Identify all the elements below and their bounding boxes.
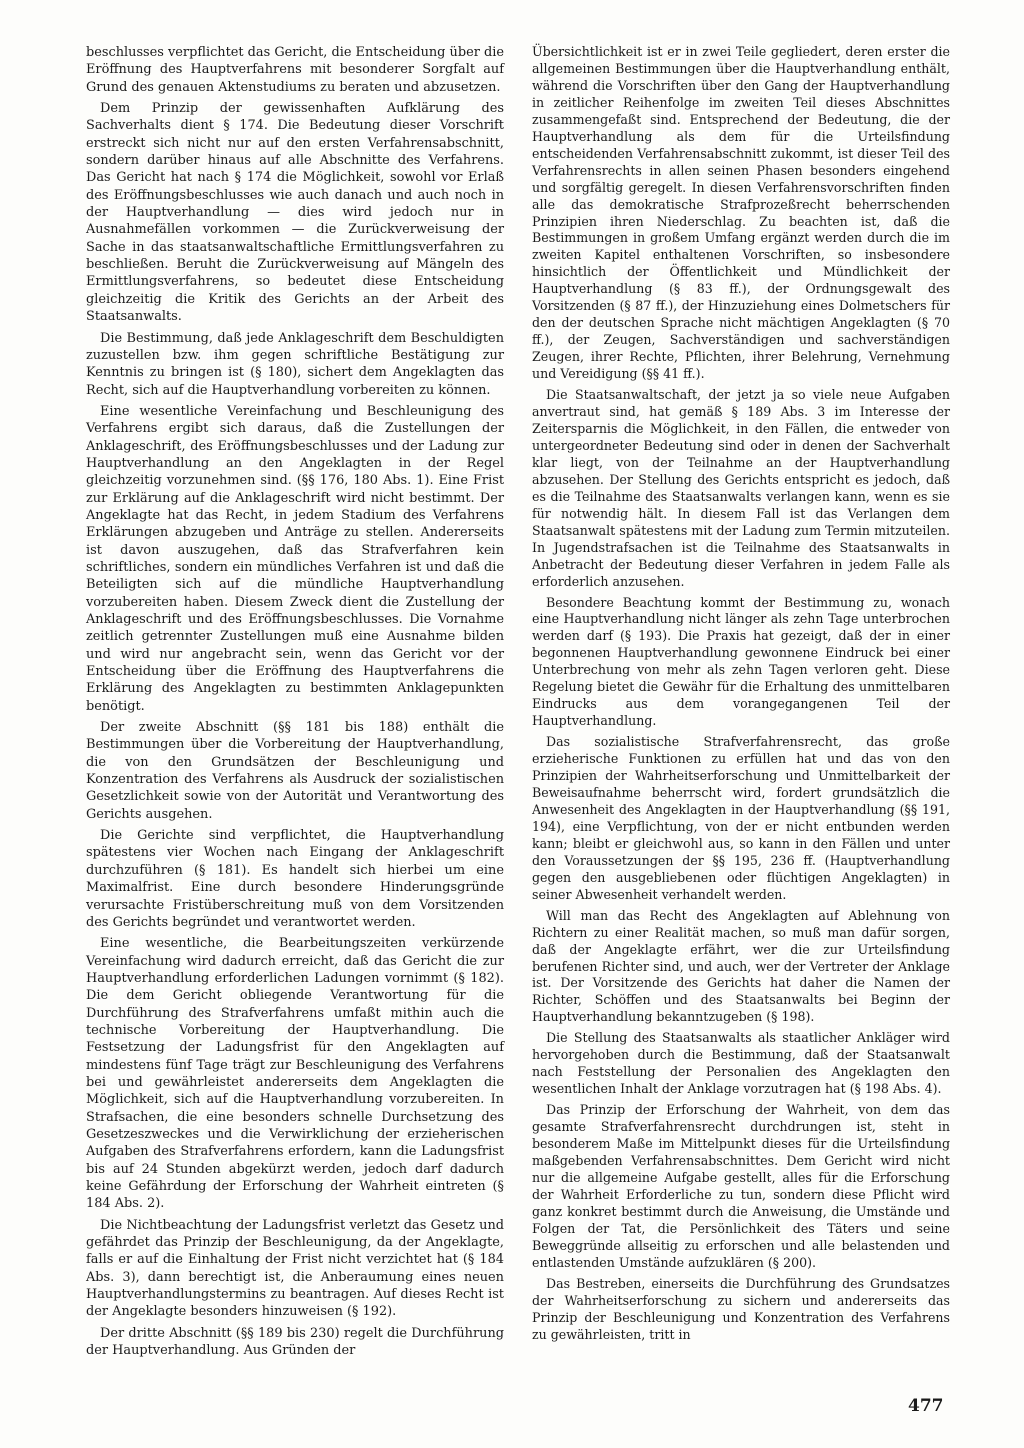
paragraph: Will man das Recht des Angeklagten auf Ablehnung von Richtern zu einer Realität machen, so muß man dafür sorgen, daß der Angeklagte erfährt, wer die zur Urteilsfindung berufenen Richter sind, und auch, wer der Vertreter der Anklage ist. Der Vorsitzende des Gerichts hat daher die Namen der Richter, Schöffen und des Staatsanwalts bei Beginn der Hauptverhandlung bekanntzugeben (§ 198). xyxy=(532,907,950,1025)
paragraph: Die Nichtbeachtung der Ladungsfrist verletzt das Gesetz und gefährdet das Prinzip der Beschleunigung, da der Angeklagte, falls er auf die Einhaltung der Frist nicht verzichtet hat (§ 184 Abs. 3), dann berechtigt ist, die Anberaumung eines neuen Hauptverhandlungstermins zu beantragen. Auf dieses Recht ist der Angeklagte besonders hinzuweisen (§ 192). xyxy=(86,1217,504,1320)
paragraph: Dem Prinzip der gewissenhaften Aufklärung des Sachverhalts dient § 174. Die Bedeutung dieser Vorschrift erstreckt sich nicht nur auf den ersten Verfahrensabschnitt, sondern darüber hinaus auf alle Abschnitte des Verfahrens. Das Gericht hat nach § 174 die Möglichkeit, sowohl vor Erlaß des Eröffnungsbeschlusses wie auch danach und auch noch in der Hauptverhandlung — dies wird jedoch nur in Ausnahmefällen vorkommen — die Zurückverweisung der Sache in das staatsanwaltschaftliche Ermittlungsverfahren zu beschließen. Beruht die Zurückverweisung auf Mängeln des Ermittlungsverfahrens, so bedeutet diese Entscheidung gleichzeitig die Kritik des Gerichts an der Arbeit des Staatsanwalts. xyxy=(86,101,504,325)
paragraph: Die Staatsanwaltschaft, der jetzt ja so viele neue Aufgaben anvertraut sind, hat gemäß § 189 Abs. 3 im Interesse der Zeitersparnis die Möglichkeit, in den Fällen, die entweder von untergeordneter Bedeutung sind oder in denen der Sachverhalt klar liegt, von der Teilnahme an der Hauptverhandlung abzusehen. Der Stellung des Gerichts entspricht es jedoch, daß es die Teilnahme des Staatsanwalts verlangen kann, wenn es sie für notwendig hält. In diesem Fall ist das Verlangen dem Staatsanwalt spätestens mit der Ladung zum Termin mitzuteilen. In Jugendstrafsachen ist die Teilnahme des Staatsanwalts in Anbetracht der Bedeutung dieser Verfahren in jedem Falle als erforderlich anzusehen. xyxy=(532,387,950,589)
paragraph: Der zweite Abschnitt (§§ 181 bis 188) enthält die Bestimmungen über die Vorbereitung der Hauptverhandlung, die von den Grundsätzen der Beschleunigung und Konzentration des Verfahrens als Ausdruck der sozialistischen Gesetzlichkeit sowie von der Autorität und Verantwortung des Gerichts ausgehen. xyxy=(86,720,504,822)
paragraph: Das sozialistische Strafverfahrensrecht, das große erzieherische Funktionen zu erfüllen hat und das von den Prinzipien der Wahrheitserforschung und Unmittelbarkeit der Beweisaufnahme beherrscht wird, fordert grundsätzlich die Anwesenheit des Angeklagten in der Hauptverhandlung (§§ 191, 194), eine Verpflichtung, von der er nicht entbunden werden kann; bleibt er gleichwohl aus, so kann in den Fällen und unter den Voraussetzungen der §§ 195, 236 ff. (Hauptverhandlung gegen den ausgebliebenen oder flüchtigen Angeklagten) in seiner Abwesenheit verhandelt werden. xyxy=(532,734,950,902)
paragraph: Übersichtlichkeit ist er in zwei Teile gegliedert, deren erster die allgemeinen Bestimmungen über die Hauptverhandlung enthält, während die Vorschriften über den Gang der Hauptverhandlung in zeitlicher Reihenfolge im zweiten Teil dieses Abschnittes zusammengefaßt sind. Entsprechend der Bedeutung, die der Hauptverhandlung als dem für die Urteilsfindung entscheidenden Verfahrensabschnitt zukommt, ist dieser Teil des Verfahrensrechts in allen seinen Phasen besonders eingehend und sorgfältig geregelt. In diesen Verfahrensvorschriften finden alle das demokratische Strafprozeßrecht beherrschenden Prinzipien ihren Niederschlag. Zu beachten ist, daß die Bestimmungen in großem Umfang ergänzt werden durch die im zweiten Kapitel enthaltenen Vorschriften, so insbesondere hinsichtlich der Öffentlichkeit und Mündlichkeit der Hauptverhandlung (§ 83 ff.), der Ordnungsgewalt des Vorsitzenden (§ 87 ff.), der Hinzuziehung eines Dolmetschers für den der deutschen Sprache nicht mächtigen Angeklagten (§ 70 ff.), der Zeugen, Sachverständigen und sachverständigen Zeugen, ihrer Rechte, Pflichten, ihrer Belehrung, Vernehmung und Vereidigung (§§ 41 ff.). xyxy=(532,44,950,382)
right-text-column xyxy=(532,44,950,1347)
left-text-column xyxy=(86,44,504,1363)
paragraph: Eine wesentliche Vereinfachung und Beschleunigung des Verfahrens ergibt sich daraus, daß die Zustellungen der Anklageschrift, des Eröffnungsbeschlusses und der Ladung zur Hauptverhandlung an den Angeklagten in der Regel gleichzeitig vorzunehmen sind. (§§ 176, 180 Abs. 1). Eine Frist zur Erklärung auf die Anklageschrift wird nicht bestimmt. Der Angeklagte hat das Recht, in jedem Stadium des Verfahrens Erklärungen abzugeben und Anträge zu stellen. Andererseits ist davon auszugehen, daß das Strafverfahren kein schriftliches, sondern ein mündliches Verfahren ist und daß die Beteiligten sich auf die mündliche Hauptverhandlung vorzubereiten haben. Diesem Zweck dient die Zustellung der Anklageschrift und des Eröffnungsbeschlusses. Die Vornahme zeitlich getrennter Zustellungen muß eine Ausnahme bilden und wird nur angebracht sein, wenn das Gericht vor der Entscheidung über die Eröffnung des Hauptverfahrens die Erklärung des Angeklagten zu bestimmten Anklagepunkten benötigt. xyxy=(86,403,504,714)
page-number: 477 xyxy=(908,1396,944,1416)
paragraph: Eine wesentliche, die Bearbeitungszeiten verkürzende Vereinfachung wird dadurch erreicht, daß das Gericht die zur Hauptverhandlung erforderlichen Ladungen vornimmt (§ 182). Die dem Gericht obliegende Verantwortung für die Durchführung des Strafverfahrens umfaßt mithin auch die technische Vorbereitung der Hauptverhandlung. Die Festsetzung der Ladungsfrist für den Angeklagten auf mindestens fünf Tage trägt zur Beschleunigung des Verfahrens bei und gewährleistet andererseits dem Angeklagten die Möglichkeit, sich auf die Hauptverhandlung vorzubereiten. In Strafsachen, die eine besonders schnelle Durchsetzung des Gesetzeszweckes und die Verwirklichung der erzieherischen Aufgaben des Strafverfahrens erfordern, kann die Ladungsfrist bis auf 24 Stunden abgekürzt werden, jedoch darf dadurch keine Gefährdung der Erforschung der Wahrheit eintreten (§ 184 Abs. 2). xyxy=(86,936,504,1212)
paragraph: Die Gerichte sind verpflichtet, die Hauptverhandlung spätestens vier Wochen nach Eingang der Anklageschrift durchzuführen (§ 181). Es handelt sich hierbei um eine Maximalfrist. Eine durch besondere Hinderungsgründe verursachte Fristüberschreitung muß von dem Vorsitzenden des Gerichts begründet und verantwortet werden. xyxy=(86,828,504,930)
paragraph: Die Bestimmung, daß jede Anklageschrift dem Beschuldigten zuzustellen bzw. ihm gegen schriftliche Bestätigung zur Kenntnis zu bringen ist (§ 180), sichert dem Angeklagten das Recht, sich auf die Hauptverhandlung vorbereiten zu können. xyxy=(86,330,504,398)
paragraph: Besondere Beachtung kommt der Bestimmung zu, wonach eine Hauptverhandlung nicht länger als zehn Tage unterbrochen werden darf (§ 193). Die Praxis hat gezeigt, daß der in einer begonnenen Hauptverhandlung gewonnene Eindruck bei einer Unterbrechung von mehr als zehn Tagen verloren geht. Diese Regelung bietet die Gewähr für die Erhaltung des unmittelbaren Eindrucks aus dem vorangegangenen Teil der Hauptverhandlung. xyxy=(532,594,950,729)
paragraph: Das Prinzip der Erforschung der Wahrheit, von dem das gesamte Strafverfahrensrecht durchdrungen ist, steht in besonderem Maße im Mittelpunkt dieses für die Urteilsfindung maßgebenden Verfahrensabschnittes. Dem Gericht wird nicht nur die allgemeine Aufgabe gestellt, alles für die Erforschung der Wahrheit Erforderliche zu tun, sondern diese Pflicht wird ganz konkret bestimmt durch die Anweisung, die Umstände und Folgen der Tat, die Persönlichkeit des Täters und seine Beweggründe allseitig zu erforschen und alle belastenden und entlastenden Umstände aufzuklären (§ 200). xyxy=(532,1102,950,1270)
paragraph: Die Stellung des Staatsanwalts als staatlicher Ankläger wird hervorgehoben durch die Bestimmung, daß der Staatsanwalt nach Feststellung der Personalien des Angeklagten den wesentlichen Inhalt der Anklage vorzutragen hat (§ 198 Abs. 4). xyxy=(532,1030,950,1097)
paragraph: Das Bestreben, einerseits die Durchführung des Grundsatzes der Wahrheitserforschung zu sichern und andererseits das Prinzip der Beschleunigung und Konzentration des Verfahrens zu gewährleisten, tritt in xyxy=(532,1275,950,1342)
paragraph: Der dritte Abschnitt (§§ 189 bis 230) regelt die Durchführung der Hauptverhandlung. Aus Gründen der xyxy=(86,1325,504,1359)
paragraph: beschlusses verpflichtet das Gericht, die Entscheidung über die Eröffnung des Hauptverfahrens mit besonderer Sorgfalt auf Grund des genauen Aktenstudiums zu beraten und abzusetzen. xyxy=(86,45,504,95)
